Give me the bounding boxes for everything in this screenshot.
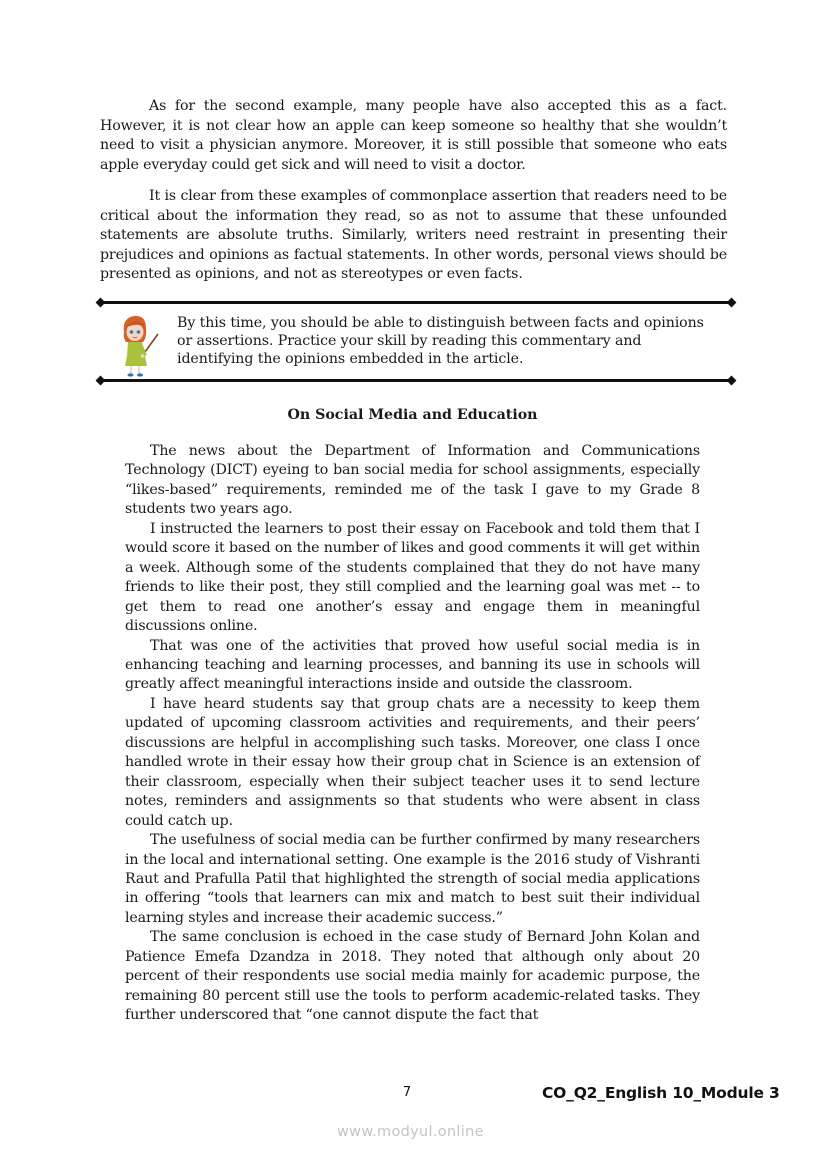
callout-instruction-text: By this time, you should be able to distinguish between facts and opinions or assertions. Practice your skill by reading this commentary and identifying the opinions embedded in the article. — [177, 315, 704, 367]
article-title: On Social Media and Education — [287, 407, 538, 423]
intro-paragraph-2: It is clear from these examples of commonplace assertion that readers need to be critical about the information they read, so as not to assume that these unfounded statements are absolute truths. Similarly, writers need restraint in presenting their prejudices and opinions as factual statements. In other words, personal views should be presented as opinions, and not as stereotypes or even facts. — [100, 188, 727, 283]
article-paragraph: The usefulness of social media can be further confirmed by many researchers in the local and international setting. One example is the 2016 study of Vishranti Raut and Prafulla Patil that highlighted the strength of social media applications in offering “tools that learners can mix and match to best suit their individual learning styles and increase their academic success.” — [125, 832, 700, 926]
module-code: CO_Q2_English 10_Module 3 — [542, 1084, 780, 1102]
article-paragraph: That was one of the activities that proved how useful social media is in enhancing teaching and learning processes, and banning its use in schools will greatly affect meaningful interactions inside and outside the classroom. — [125, 637, 700, 693]
intro-paragraph-1: As for the second example, many people have also accepted this as a fact. However, it is not clear how an apple can keep someone so healthy that she wouldn’t need to visit a physician anymore. Moreover, it is still possible that someone who eats apple everyday could get sick and will need to visit a doctor. — [100, 98, 727, 173]
watermark: www.modyul.online — [337, 1124, 484, 1140]
teacher-with-pointer-icon — [118, 312, 160, 378]
callout-divider-bottom — [100, 379, 732, 382]
callout-divider-top — [100, 301, 732, 304]
article-paragraph: The same conclusion is echoed in the case study of Bernard John Kolan and Patience Emefa Dzandza in 2018. They noted that although only about 20 percent of their respondents use social media mainly for academic purpose, the remaining 80 percent still use the tools to perform academic-related tasks. They further underscored that “one cannot dispute the fact that — [125, 929, 700, 1024]
article-paragraph: I have heard students say that group chats are a necessity to keep them updated of upcoming classroom activities and requirements, and their peers’ discussions are helpful in accomplishing such tasks. Moreover, one class I once handled wrote in their essay how their group chat in Science is an extension of their classroom, especially when their subject teacher uses it to send lecture notes, reminders and assignments so that students who were absent in class could catch up. — [125, 695, 700, 829]
article-paragraph: I instructed the learners to post their essay on Facebook and told them that I would score it based on the number of likes and good comments it will get within a week. Although some of the students complained that they do not have many friends to like their post, they still complied and the learning goal was met -- to get them to read one another’s essay and engage them in meaningful discussions online. — [125, 520, 700, 635]
article-body — [125, 442, 700, 1026]
page-number: 7 — [402, 1085, 412, 1100]
article-paragraph: The news about the Department of Information and Communications Technology (DICT) eyeing to ban social media for school assignments, especially “likes-based” requirements, reminded me of the task I gave to my Grade 8 students two years ago. — [125, 443, 700, 518]
